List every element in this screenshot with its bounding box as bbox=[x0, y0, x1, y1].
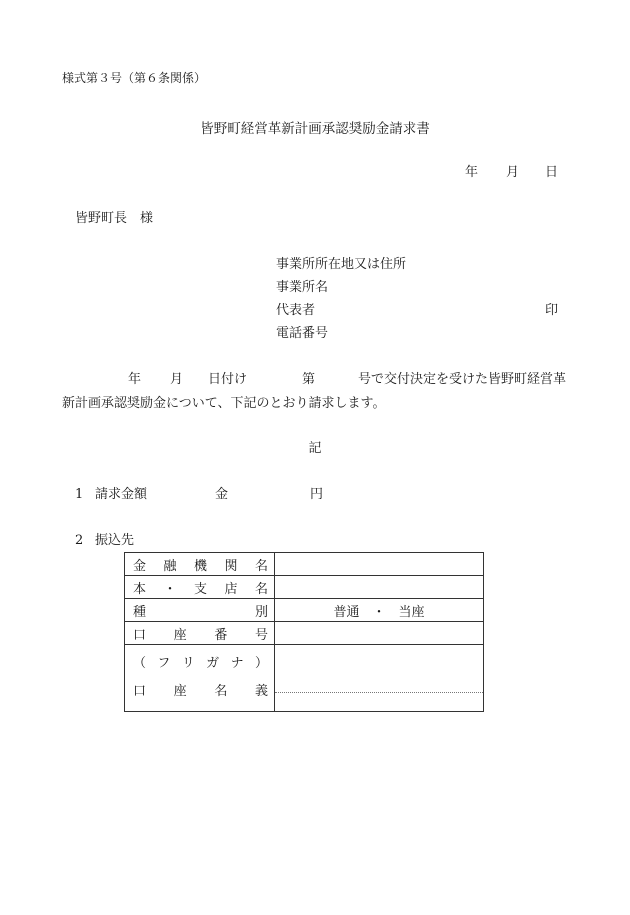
table-row bbox=[125, 645, 484, 712]
branch-name-field[interactable] bbox=[275, 576, 484, 599]
branch-name-label: 本 ・ 支 店 名 bbox=[125, 576, 275, 599]
table-row bbox=[125, 622, 484, 645]
item1-label: 請求金額 bbox=[95, 487, 148, 502]
item1-number: 1 bbox=[75, 487, 84, 502]
table-row bbox=[125, 599, 484, 622]
applicant-address-label: 事業所所在地又は住所 bbox=[276, 257, 407, 272]
account-name-label bbox=[125, 645, 275, 712]
date-month: 月 bbox=[506, 165, 520, 180]
body-month: 月 bbox=[170, 372, 184, 387]
bank-info-table bbox=[124, 552, 484, 712]
account-number-label: 口 座 番 号 bbox=[125, 622, 275, 645]
body-line1-end: 号で交付決定を受けた皆野町経営革 bbox=[358, 372, 567, 387]
item2-number: 2 bbox=[75, 533, 84, 548]
item1-yen: 円 bbox=[310, 487, 324, 502]
account-type-label: 種 別 bbox=[125, 599, 275, 622]
account-type-field[interactable]: 普通 ・ 当座 bbox=[275, 599, 484, 622]
addressee: 皆野町長 様 bbox=[75, 211, 154, 226]
document-title: 皆野町経営革新計画承認奨励金請求書 bbox=[200, 121, 430, 137]
applicant-phone-label: 電話番号 bbox=[276, 326, 329, 341]
table-row bbox=[125, 576, 484, 599]
body-line2: 新計画承認奨励金について、下記のとおり請求します。 bbox=[62, 396, 386, 411]
table-row bbox=[125, 553, 484, 576]
applicant-representative-label: 代表者 bbox=[276, 303, 316, 318]
item2-label: 振込先 bbox=[95, 533, 135, 548]
item1-kin: 金 bbox=[215, 487, 229, 502]
form-number: 様式第３号（第６条関係） bbox=[62, 71, 207, 85]
applicant-office-label: 事業所名 bbox=[276, 280, 329, 295]
furigana-label: （ フ リ ガ ナ ） bbox=[133, 656, 268, 671]
date-year: 年 bbox=[465, 165, 479, 180]
account-number-field[interactable] bbox=[275, 622, 484, 645]
account-name-field[interactable] bbox=[275, 645, 484, 712]
body-dated: 日付け bbox=[208, 372, 248, 387]
furigana-field[interactable] bbox=[275, 664, 483, 693]
bank-name-field[interactable] bbox=[275, 553, 484, 576]
bank-name-label: 金 融 機 関 名 bbox=[125, 553, 275, 576]
body-no: 第 bbox=[302, 372, 316, 387]
ki-mark: 記 bbox=[308, 441, 322, 456]
account-holder-label: 口 座 名 義 bbox=[133, 684, 268, 699]
seal-mark: 印 bbox=[545, 303, 559, 318]
date-day: 日 bbox=[545, 165, 559, 180]
body-year: 年 bbox=[128, 372, 142, 387]
